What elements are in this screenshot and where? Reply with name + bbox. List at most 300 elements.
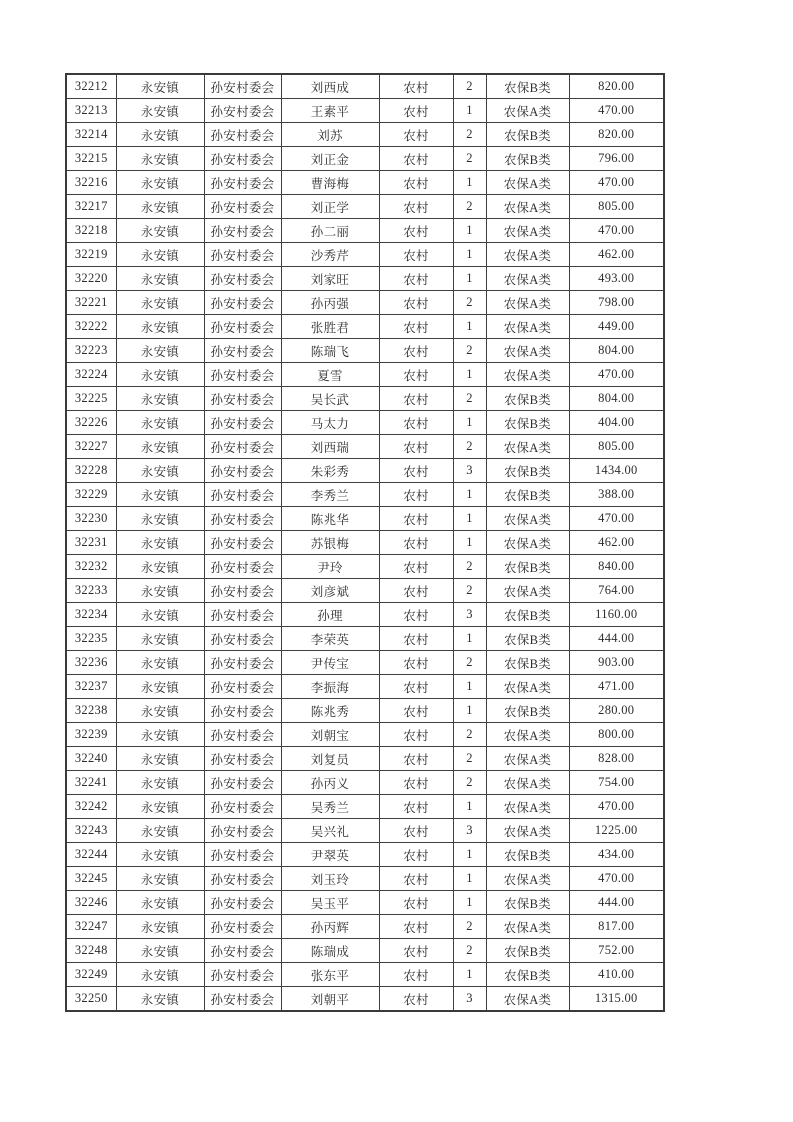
table-row xyxy=(66,579,664,603)
cell-person-name: 尹传宝 xyxy=(281,651,379,675)
cell-town: 永安镇 xyxy=(116,195,204,219)
cell-amount: 820.00 xyxy=(569,74,664,99)
cell-person-count: 1 xyxy=(453,243,486,267)
cell-amount: 798.00 xyxy=(569,291,664,315)
cell-amount: 470.00 xyxy=(569,171,664,195)
cell-town: 永安镇 xyxy=(116,627,204,651)
cell-serial-number: 32227 xyxy=(66,435,116,459)
cell-town: 永安镇 xyxy=(116,291,204,315)
cell-insurance-category: 农保A类 xyxy=(486,795,569,819)
cell-serial-number: 32241 xyxy=(66,771,116,795)
cell-person-name: 张胜君 xyxy=(281,315,379,339)
cell-amount: 470.00 xyxy=(569,507,664,531)
cell-person-name: 尹玲 xyxy=(281,555,379,579)
cell-household-type: 农村 xyxy=(379,267,453,291)
cell-household-type: 农村 xyxy=(379,315,453,339)
cell-household-type: 农村 xyxy=(379,123,453,147)
cell-insurance-category: 农保B类 xyxy=(486,411,569,435)
cell-person-count: 1 xyxy=(453,267,486,291)
cell-household-type: 农村 xyxy=(379,675,453,699)
cell-town: 永安镇 xyxy=(116,579,204,603)
table-row xyxy=(66,219,664,243)
cell-household-type: 农村 xyxy=(379,363,453,387)
cell-amount: 444.00 xyxy=(569,627,664,651)
cell-village-committee: 孙安村委会 xyxy=(204,891,281,915)
cell-person-name: 孙理 xyxy=(281,603,379,627)
cell-serial-number: 32232 xyxy=(66,555,116,579)
cell-household-type: 农村 xyxy=(379,747,453,771)
cell-insurance-category: 农保A类 xyxy=(486,531,569,555)
cell-insurance-category: 农保B类 xyxy=(486,651,569,675)
cell-person-count: 2 xyxy=(453,387,486,411)
table-row xyxy=(66,123,664,147)
table-row xyxy=(66,195,664,219)
cell-person-name: 吴秀兰 xyxy=(281,795,379,819)
cell-person-name: 马太力 xyxy=(281,411,379,435)
cell-person-count: 2 xyxy=(453,771,486,795)
cell-amount: 1225.00 xyxy=(569,819,664,843)
table-row xyxy=(66,699,664,723)
cell-serial-number: 32245 xyxy=(66,867,116,891)
cell-household-type: 农村 xyxy=(379,147,453,171)
cell-village-committee: 孙安村委会 xyxy=(204,363,281,387)
table-row xyxy=(66,387,664,411)
cell-person-name: 孙丙强 xyxy=(281,291,379,315)
cell-household-type: 农村 xyxy=(379,195,453,219)
cell-household-type: 农村 xyxy=(379,843,453,867)
cell-village-committee: 孙安村委会 xyxy=(204,915,281,939)
cell-serial-number: 32213 xyxy=(66,99,116,123)
cell-serial-number: 32226 xyxy=(66,411,116,435)
cell-serial-number: 32240 xyxy=(66,747,116,771)
cell-town: 永安镇 xyxy=(116,74,204,99)
cell-person-count: 2 xyxy=(453,147,486,171)
cell-person-count: 1 xyxy=(453,315,486,339)
cell-serial-number: 32235 xyxy=(66,627,116,651)
cell-insurance-category: 农保A类 xyxy=(486,243,569,267)
cell-town: 永安镇 xyxy=(116,219,204,243)
cell-town: 永安镇 xyxy=(116,147,204,171)
cell-amount: 388.00 xyxy=(569,483,664,507)
cell-household-type: 农村 xyxy=(379,555,453,579)
cell-household-type: 农村 xyxy=(379,74,453,99)
cell-serial-number: 32229 xyxy=(66,483,116,507)
cell-insurance-category: 农保A类 xyxy=(486,579,569,603)
cell-village-committee: 孙安村委会 xyxy=(204,939,281,963)
cell-village-committee: 孙安村委会 xyxy=(204,483,281,507)
table-row xyxy=(66,915,664,939)
cell-serial-number: 32242 xyxy=(66,795,116,819)
cell-person-count: 1 xyxy=(453,363,486,387)
cell-insurance-category: 农保B类 xyxy=(486,387,569,411)
cell-serial-number: 32230 xyxy=(66,507,116,531)
cell-town: 永安镇 xyxy=(116,435,204,459)
table-row xyxy=(66,339,664,363)
cell-serial-number: 32248 xyxy=(66,939,116,963)
cell-household-type: 农村 xyxy=(379,531,453,555)
cell-person-count: 2 xyxy=(453,723,486,747)
cell-town: 永安镇 xyxy=(116,483,204,507)
cell-amount: 1160.00 xyxy=(569,603,664,627)
cell-village-committee: 孙安村委会 xyxy=(204,603,281,627)
cell-person-name: 刘彦斌 xyxy=(281,579,379,603)
cell-village-committee: 孙安村委会 xyxy=(204,171,281,195)
cell-serial-number: 32222 xyxy=(66,315,116,339)
cell-amount: 764.00 xyxy=(569,579,664,603)
cell-town: 永安镇 xyxy=(116,699,204,723)
cell-serial-number: 32223 xyxy=(66,339,116,363)
table-row xyxy=(66,891,664,915)
cell-town: 永安镇 xyxy=(116,315,204,339)
cell-amount: 796.00 xyxy=(569,147,664,171)
cell-village-committee: 孙安村委会 xyxy=(204,195,281,219)
cell-village-committee: 孙安村委会 xyxy=(204,435,281,459)
cell-person-name: 李振海 xyxy=(281,675,379,699)
cell-person-count: 1 xyxy=(453,219,486,243)
table-row xyxy=(66,99,664,123)
cell-insurance-category: 农保A类 xyxy=(486,435,569,459)
table-row xyxy=(66,795,664,819)
table-row xyxy=(66,555,664,579)
cell-village-committee: 孙安村委会 xyxy=(204,795,281,819)
cell-household-type: 农村 xyxy=(379,651,453,675)
cell-village-committee: 孙安村委会 xyxy=(204,675,281,699)
cell-person-name: 刘朝平 xyxy=(281,987,379,1012)
table-row xyxy=(66,531,664,555)
cell-village-committee: 孙安村委会 xyxy=(204,651,281,675)
cell-person-name: 刘朝宝 xyxy=(281,723,379,747)
cell-insurance-category: 农保A类 xyxy=(486,675,569,699)
cell-town: 永安镇 xyxy=(116,867,204,891)
cell-village-committee: 孙安村委会 xyxy=(204,579,281,603)
cell-serial-number: 32221 xyxy=(66,291,116,315)
table-row xyxy=(66,315,664,339)
cell-household-type: 农村 xyxy=(379,435,453,459)
cell-household-type: 农村 xyxy=(379,723,453,747)
cell-serial-number: 32250 xyxy=(66,987,116,1012)
cell-serial-number: 32246 xyxy=(66,891,116,915)
cell-village-committee: 孙安村委会 xyxy=(204,74,281,99)
cell-village-committee: 孙安村委会 xyxy=(204,531,281,555)
cell-insurance-category: 农保A类 xyxy=(486,315,569,339)
cell-person-name: 苏银梅 xyxy=(281,531,379,555)
cell-person-name: 李秀兰 xyxy=(281,483,379,507)
cell-serial-number: 32212 xyxy=(66,74,116,99)
cell-person-count: 3 xyxy=(453,819,486,843)
table-row xyxy=(66,147,664,171)
cell-village-committee: 孙安村委会 xyxy=(204,459,281,483)
cell-serial-number: 32216 xyxy=(66,171,116,195)
cell-town: 永安镇 xyxy=(116,555,204,579)
table-row xyxy=(66,651,664,675)
cell-household-type: 农村 xyxy=(379,411,453,435)
cell-insurance-category: 农保B类 xyxy=(486,603,569,627)
cell-serial-number: 32220 xyxy=(66,267,116,291)
cell-person-name: 陈兆秀 xyxy=(281,699,379,723)
cell-town: 永安镇 xyxy=(116,651,204,675)
cell-insurance-category: 农保A类 xyxy=(486,267,569,291)
cell-village-committee: 孙安村委会 xyxy=(204,291,281,315)
cell-person-name: 孙丙义 xyxy=(281,771,379,795)
cell-town: 永安镇 xyxy=(116,363,204,387)
cell-insurance-category: 农保A类 xyxy=(486,195,569,219)
cell-person-name: 刘西瑞 xyxy=(281,435,379,459)
cell-person-count: 1 xyxy=(453,507,486,531)
cell-amount: 805.00 xyxy=(569,195,664,219)
cell-serial-number: 32228 xyxy=(66,459,116,483)
table-row xyxy=(66,267,664,291)
cell-amount: 903.00 xyxy=(569,651,664,675)
cell-serial-number: 32244 xyxy=(66,843,116,867)
cell-household-type: 农村 xyxy=(379,483,453,507)
cell-person-count: 2 xyxy=(453,195,486,219)
cell-village-committee: 孙安村委会 xyxy=(204,699,281,723)
cell-town: 永安镇 xyxy=(116,171,204,195)
table-row xyxy=(66,987,664,1012)
cell-insurance-category: 农保A类 xyxy=(486,291,569,315)
cell-person-count: 2 xyxy=(453,915,486,939)
cell-village-committee: 孙安村委会 xyxy=(204,963,281,987)
cell-insurance-category: 农保A类 xyxy=(486,867,569,891)
table-row xyxy=(66,627,664,651)
cell-person-name: 孙丙辉 xyxy=(281,915,379,939)
cell-insurance-category: 农保A类 xyxy=(486,363,569,387)
table-row xyxy=(66,507,664,531)
cell-town: 永安镇 xyxy=(116,387,204,411)
cell-person-count: 3 xyxy=(453,603,486,627)
subsidy-table xyxy=(65,73,665,1012)
cell-person-name: 朱彩秀 xyxy=(281,459,379,483)
cell-household-type: 农村 xyxy=(379,795,453,819)
cell-amount: 434.00 xyxy=(569,843,664,867)
table-row xyxy=(66,411,664,435)
cell-person-count: 1 xyxy=(453,963,486,987)
cell-town: 永安镇 xyxy=(116,723,204,747)
table-row xyxy=(66,483,664,507)
cell-insurance-category: 农保A类 xyxy=(486,987,569,1012)
cell-household-type: 农村 xyxy=(379,915,453,939)
table-row xyxy=(66,867,664,891)
cell-person-count: 3 xyxy=(453,459,486,483)
cell-amount: 805.00 xyxy=(569,435,664,459)
table-body xyxy=(66,74,664,1011)
table-row xyxy=(66,819,664,843)
cell-village-committee: 孙安村委会 xyxy=(204,123,281,147)
cell-household-type: 农村 xyxy=(379,891,453,915)
cell-amount: 470.00 xyxy=(569,219,664,243)
cell-insurance-category: 农保B类 xyxy=(486,627,569,651)
cell-household-type: 农村 xyxy=(379,171,453,195)
cell-serial-number: 32237 xyxy=(66,675,116,699)
cell-town: 永安镇 xyxy=(116,531,204,555)
cell-person-count: 1 xyxy=(453,843,486,867)
cell-person-name: 刘玉玲 xyxy=(281,867,379,891)
cell-person-count: 2 xyxy=(453,579,486,603)
cell-town: 永安镇 xyxy=(116,891,204,915)
cell-person-count: 2 xyxy=(453,939,486,963)
table-row xyxy=(66,747,664,771)
cell-village-committee: 孙安村委会 xyxy=(204,99,281,123)
cell-insurance-category: 农保B类 xyxy=(486,459,569,483)
cell-household-type: 农村 xyxy=(379,987,453,1012)
cell-amount: 804.00 xyxy=(569,387,664,411)
cell-village-committee: 孙安村委会 xyxy=(204,411,281,435)
table-row xyxy=(66,74,664,99)
cell-amount: 493.00 xyxy=(569,267,664,291)
cell-insurance-category: 农保A类 xyxy=(486,339,569,363)
cell-town: 永安镇 xyxy=(116,123,204,147)
cell-village-committee: 孙安村委会 xyxy=(204,747,281,771)
table-row xyxy=(66,603,664,627)
cell-amount: 470.00 xyxy=(569,795,664,819)
cell-serial-number: 32219 xyxy=(66,243,116,267)
cell-amount: 800.00 xyxy=(569,723,664,747)
cell-insurance-category: 农保A类 xyxy=(486,507,569,531)
cell-town: 永安镇 xyxy=(116,987,204,1012)
cell-insurance-category: 农保B类 xyxy=(486,843,569,867)
cell-amount: 470.00 xyxy=(569,363,664,387)
cell-person-count: 2 xyxy=(453,291,486,315)
cell-serial-number: 32239 xyxy=(66,723,116,747)
cell-insurance-category: 农保A类 xyxy=(486,747,569,771)
cell-village-committee: 孙安村委会 xyxy=(204,219,281,243)
cell-insurance-category: 农保A类 xyxy=(486,171,569,195)
cell-person-count: 2 xyxy=(453,555,486,579)
cell-person-name: 刘正学 xyxy=(281,195,379,219)
cell-insurance-category: 农保B类 xyxy=(486,963,569,987)
table-row xyxy=(66,771,664,795)
cell-amount: 754.00 xyxy=(569,771,664,795)
table-row xyxy=(66,963,664,987)
cell-village-committee: 孙安村委会 xyxy=(204,843,281,867)
cell-amount: 462.00 xyxy=(569,243,664,267)
cell-household-type: 农村 xyxy=(379,243,453,267)
cell-serial-number: 32231 xyxy=(66,531,116,555)
cell-household-type: 农村 xyxy=(379,699,453,723)
cell-insurance-category: 农保B类 xyxy=(486,147,569,171)
cell-person-count: 1 xyxy=(453,531,486,555)
cell-person-count: 1 xyxy=(453,699,486,723)
cell-insurance-category: 农保A类 xyxy=(486,99,569,123)
cell-serial-number: 32215 xyxy=(66,147,116,171)
cell-town: 永安镇 xyxy=(116,411,204,435)
cell-amount: 1315.00 xyxy=(569,987,664,1012)
cell-household-type: 农村 xyxy=(379,771,453,795)
cell-serial-number: 32238 xyxy=(66,699,116,723)
cell-person-count: 2 xyxy=(453,435,486,459)
cell-person-count: 2 xyxy=(453,339,486,363)
cell-town: 永安镇 xyxy=(116,819,204,843)
cell-person-name: 尹翠英 xyxy=(281,843,379,867)
table-row xyxy=(66,363,664,387)
cell-amount: 817.00 xyxy=(569,915,664,939)
table-row xyxy=(66,843,664,867)
cell-household-type: 农村 xyxy=(379,291,453,315)
cell-village-committee: 孙安村委会 xyxy=(204,147,281,171)
cell-person-name: 陈瑞成 xyxy=(281,939,379,963)
cell-insurance-category: 农保B类 xyxy=(486,555,569,579)
table-row xyxy=(66,675,664,699)
cell-insurance-category: 农保B类 xyxy=(486,483,569,507)
cell-serial-number: 32214 xyxy=(66,123,116,147)
cell-household-type: 农村 xyxy=(379,627,453,651)
cell-person-name: 吴长武 xyxy=(281,387,379,411)
table-row xyxy=(66,939,664,963)
cell-village-committee: 孙安村委会 xyxy=(204,339,281,363)
cell-insurance-category: 农保A类 xyxy=(486,771,569,795)
table-row xyxy=(66,291,664,315)
cell-village-committee: 孙安村委会 xyxy=(204,507,281,531)
cell-amount: 410.00 xyxy=(569,963,664,987)
cell-insurance-category: 农保A类 xyxy=(486,819,569,843)
cell-person-count: 1 xyxy=(453,171,486,195)
cell-town: 永安镇 xyxy=(116,915,204,939)
cell-person-count: 2 xyxy=(453,123,486,147)
cell-insurance-category: 农保A类 xyxy=(486,915,569,939)
cell-amount: 840.00 xyxy=(569,555,664,579)
cell-household-type: 农村 xyxy=(379,939,453,963)
cell-person-name: 吴玉平 xyxy=(281,891,379,915)
cell-household-type: 农村 xyxy=(379,603,453,627)
cell-town: 永安镇 xyxy=(116,747,204,771)
cell-town: 永安镇 xyxy=(116,507,204,531)
cell-village-committee: 孙安村委会 xyxy=(204,723,281,747)
cell-person-name: 夏雪 xyxy=(281,363,379,387)
cell-village-committee: 孙安村委会 xyxy=(204,627,281,651)
cell-amount: 828.00 xyxy=(569,747,664,771)
cell-town: 永安镇 xyxy=(116,795,204,819)
cell-town: 永安镇 xyxy=(116,459,204,483)
cell-person-name: 孙二丽 xyxy=(281,219,379,243)
cell-person-count: 1 xyxy=(453,675,486,699)
cell-insurance-category: 农保A类 xyxy=(486,723,569,747)
table-row xyxy=(66,723,664,747)
cell-person-count: 3 xyxy=(453,987,486,1012)
cell-insurance-category: 农保B类 xyxy=(486,74,569,99)
cell-serial-number: 32217 xyxy=(66,195,116,219)
cell-person-count: 1 xyxy=(453,627,486,651)
cell-serial-number: 32243 xyxy=(66,819,116,843)
cell-household-type: 农村 xyxy=(379,867,453,891)
cell-village-committee: 孙安村委会 xyxy=(204,243,281,267)
cell-amount: 804.00 xyxy=(569,339,664,363)
cell-town: 永安镇 xyxy=(116,603,204,627)
cell-amount: 470.00 xyxy=(569,867,664,891)
cell-person-name: 沙秀芹 xyxy=(281,243,379,267)
cell-village-committee: 孙安村委会 xyxy=(204,819,281,843)
cell-insurance-category: 农保A类 xyxy=(486,219,569,243)
cell-village-committee: 孙安村委会 xyxy=(204,315,281,339)
cell-town: 永安镇 xyxy=(116,675,204,699)
cell-town: 永安镇 xyxy=(116,963,204,987)
cell-village-committee: 孙安村委会 xyxy=(204,987,281,1012)
cell-village-committee: 孙安村委会 xyxy=(204,387,281,411)
cell-serial-number: 32218 xyxy=(66,219,116,243)
cell-town: 永安镇 xyxy=(116,99,204,123)
cell-town: 永安镇 xyxy=(116,243,204,267)
cell-village-committee: 孙安村委会 xyxy=(204,867,281,891)
cell-serial-number: 32224 xyxy=(66,363,116,387)
cell-person-name: 刘家旺 xyxy=(281,267,379,291)
table-row xyxy=(66,243,664,267)
cell-village-committee: 孙安村委会 xyxy=(204,555,281,579)
cell-amount: 471.00 xyxy=(569,675,664,699)
cell-amount: 470.00 xyxy=(569,99,664,123)
cell-serial-number: 32247 xyxy=(66,915,116,939)
cell-amount: 404.00 xyxy=(569,411,664,435)
cell-household-type: 农村 xyxy=(379,579,453,603)
cell-village-committee: 孙安村委会 xyxy=(204,771,281,795)
